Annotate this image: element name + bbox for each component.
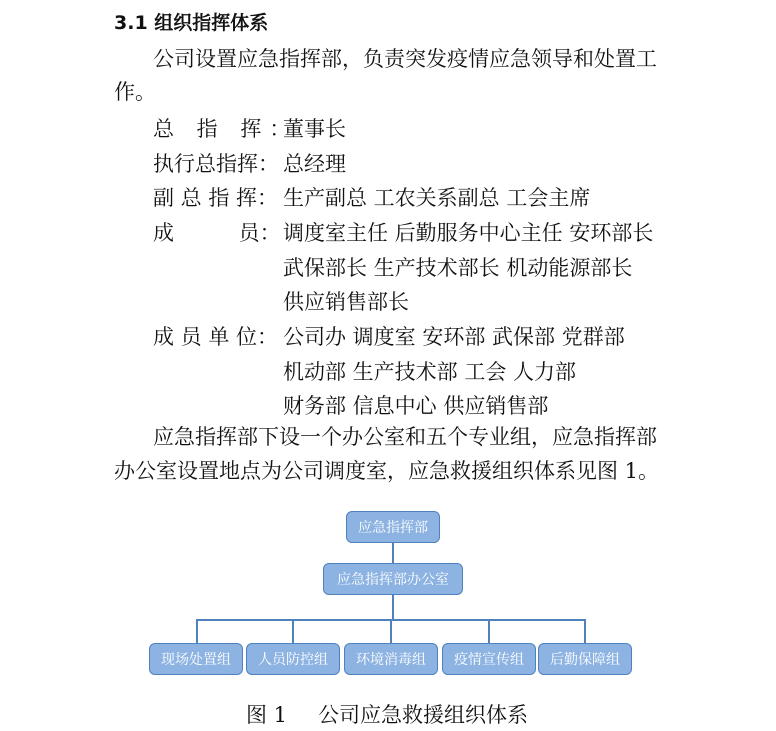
members-label: 成 员： — [153, 221, 281, 245]
figure-title: 公司应急救援组织体系 — [318, 703, 528, 727]
org-node-group: 疫情宣传组 — [442, 643, 536, 675]
connector-drop-1 — [196, 619, 198, 643]
commander-label: 总 指 挥： — [153, 117, 299, 141]
connector-drop-5 — [584, 619, 586, 643]
executive-label: 执行总指挥： — [153, 152, 279, 176]
connector-drop-3 — [390, 619, 392, 643]
units-line-1: 公司办 调度室 安环部 武保部 党群部 — [283, 325, 625, 349]
org-node-group: 环境消毒组 — [344, 643, 438, 675]
section-heading: 3.1 组织指挥体系 — [114, 12, 269, 34]
members-line-1: 调度室主任 后勤服务中心主任 安环部长 — [283, 221, 654, 245]
units-line-2: 机动部 生产技术部 工会 人力部 — [283, 360, 577, 384]
commander-value: 董事长 — [283, 117, 346, 141]
members-line-3: 供应销售部长 — [283, 290, 409, 314]
units-line-3: 财务部 信息中心 供应销售部 — [283, 394, 549, 418]
org-node-top: 应急指挥部 — [346, 511, 440, 543]
closing-line-2: 办公室设置地点为公司调度室，应急救援组织体系见图 1。 — [114, 459, 660, 483]
intro-line-1: 公司设置应急指挥部，负责突发疫情应急领导和处置工 — [153, 47, 657, 71]
org-node-group: 后勤保障组 — [538, 643, 632, 675]
org-node-group: 现场处置组 — [149, 643, 243, 675]
closing-line-1: 应急指挥部下设一个办公室和五个专业组，应急指挥部 — [153, 425, 657, 449]
units-label: 成 员 单 位： — [153, 325, 279, 349]
intro-line-2: 作。 — [114, 80, 156, 104]
executive-value: 总经理 — [283, 152, 346, 176]
connector-office-bus — [392, 595, 394, 619]
members-line-2: 武保部长 生产技术部长 机动能源部长 — [283, 256, 633, 280]
deputy-value: 生产副总 工农关系副总 工会主席 — [283, 186, 591, 210]
connector-drop-2 — [292, 619, 294, 643]
connector-drop-4 — [488, 619, 490, 643]
org-node-group: 人员防控组 — [246, 643, 340, 675]
connector-top-office — [392, 543, 394, 563]
org-node-office: 应急指挥部办公室 — [323, 563, 463, 595]
deputy-label: 副 总 指 挥： — [153, 186, 279, 210]
figure-number: 图 1 — [246, 703, 288, 727]
